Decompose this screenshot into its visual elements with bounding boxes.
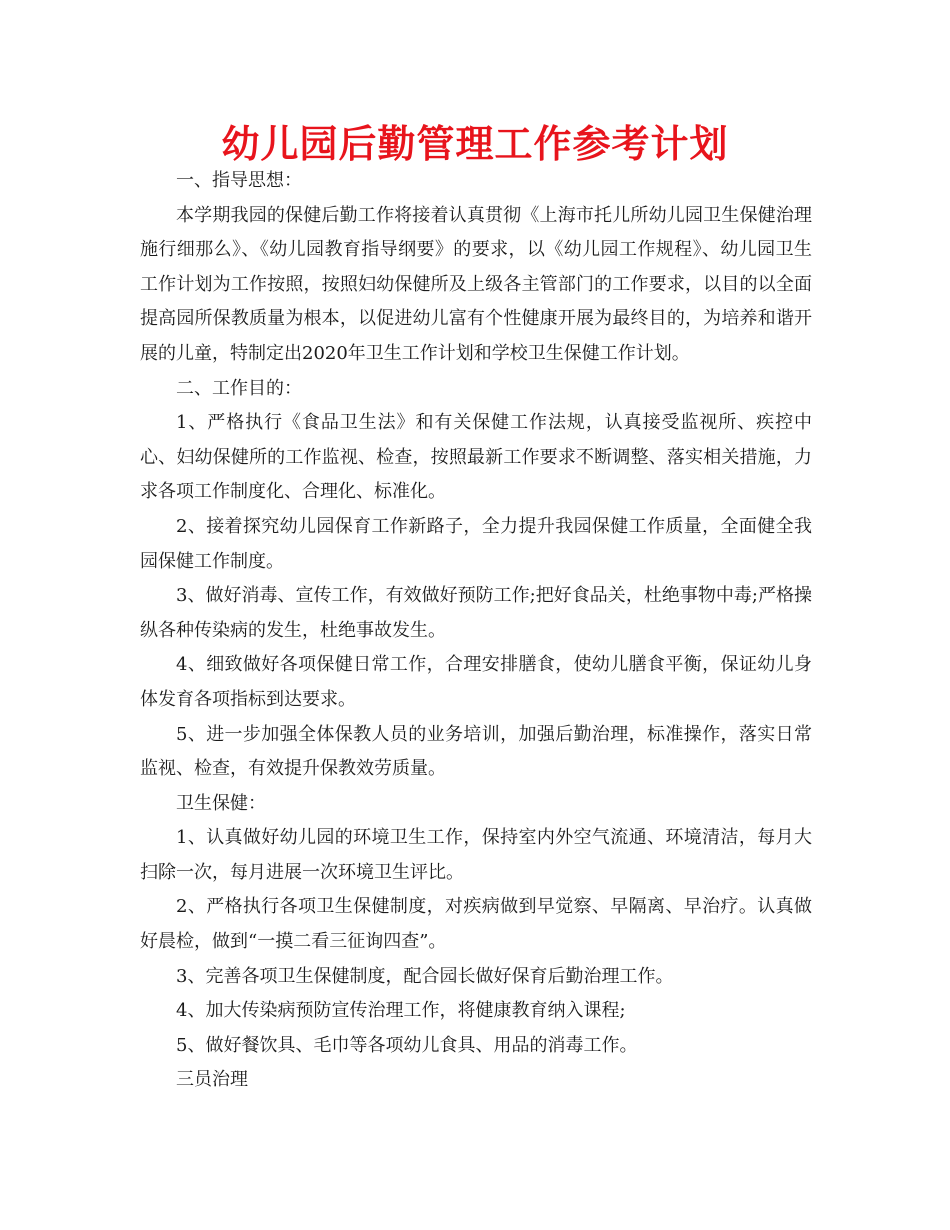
section-heading-guiding-thought: 一、指导思想： [176, 170, 302, 191]
paragraph-guiding-thought: 本学期我园的保健后勤工作将接着认真贯彻《上海市托儿所幼儿园卫生保健治理施行细那么》、《幼儿园教育指导纲要》的要求，以《幼儿园工作规程》、幼儿园卫生工作计划为工作按照，按照妇幼保健所及上级各主管部门的工作要求，以目的以全面提高园所保教质量为根本，以促进幼儿富有个性健康开展为最终目的，为培养和谐开展的儿童，特制定出2020年卫生工作计划和学校卫生保健工作计划。 [140, 204, 812, 364]
document-title: 幼儿园后勤管理工作参考计划 [221, 122, 729, 166]
health-item-1: 1、认真做好幼儿园的环境卫生工作，保持室内外空气流通、环境清洁，每月大扫除一次，每月进展一次环境卫生评比。 [140, 827, 812, 883]
goal-item-3: 3、做好消毒、宣传工作，有效做好预防工作;把好食品关，杜绝事物中毒;严格操纵各种传染病的发生，杜绝事故发生。 [140, 585, 812, 641]
section-heading-health-care: 卫生保健： [176, 792, 266, 814]
goal-item-2: 2、接着探究幼儿园保育工作新路子，全力提升我园保健工作质量，全面健全我园保健工作制度。 [140, 515, 812, 572]
section-heading-work-goals: 二、工作目的： [176, 377, 302, 399]
goal-item-5: 5、进一步加强全体保教人员的业务培训，加强后勤治理，标准操作，落实日常监视、检查，有效提升保教效劳质量。 [140, 723, 812, 780]
health-item-4: 4、加大传染病预防宣传治理工作，将健康教育纳入课程; [176, 1000, 626, 1022]
health-item-2: 2、严格执行各项卫生保健制度，对疾病做到早觉察、早隔离、早治疗。认真做好晨检，做到“一摸二看三征询四查”。 [140, 896, 812, 953]
goal-item-4: 4、细致做好各项保健日常工作，合理安排膳食，使幼儿膳食平衡，保证幼儿身体发育各项指标到达要求。 [140, 654, 812, 710]
goal-item-1: 1、严格执行《食品卫生法》和有关保健工作法规，认真接受监视所、疾控中心、妇幼保健所的工作监视、检查，按照最新工作要求不断调整、落实相关措施，力求各项工作制度化、合理化、标准化。 [140, 412, 812, 503]
health-item-3: 3、完善各项卫生保健制度，配合园长做好保育后勤治理工作。 [176, 965, 674, 987]
document-body [140, 164, 812, 1098]
health-item-5: 5、做好餐饮具、毛巾等各项幼儿食具、用品的消毒工作。 [176, 1034, 638, 1056]
section-heading-staff-management: 三员治理 [176, 1069, 248, 1091]
